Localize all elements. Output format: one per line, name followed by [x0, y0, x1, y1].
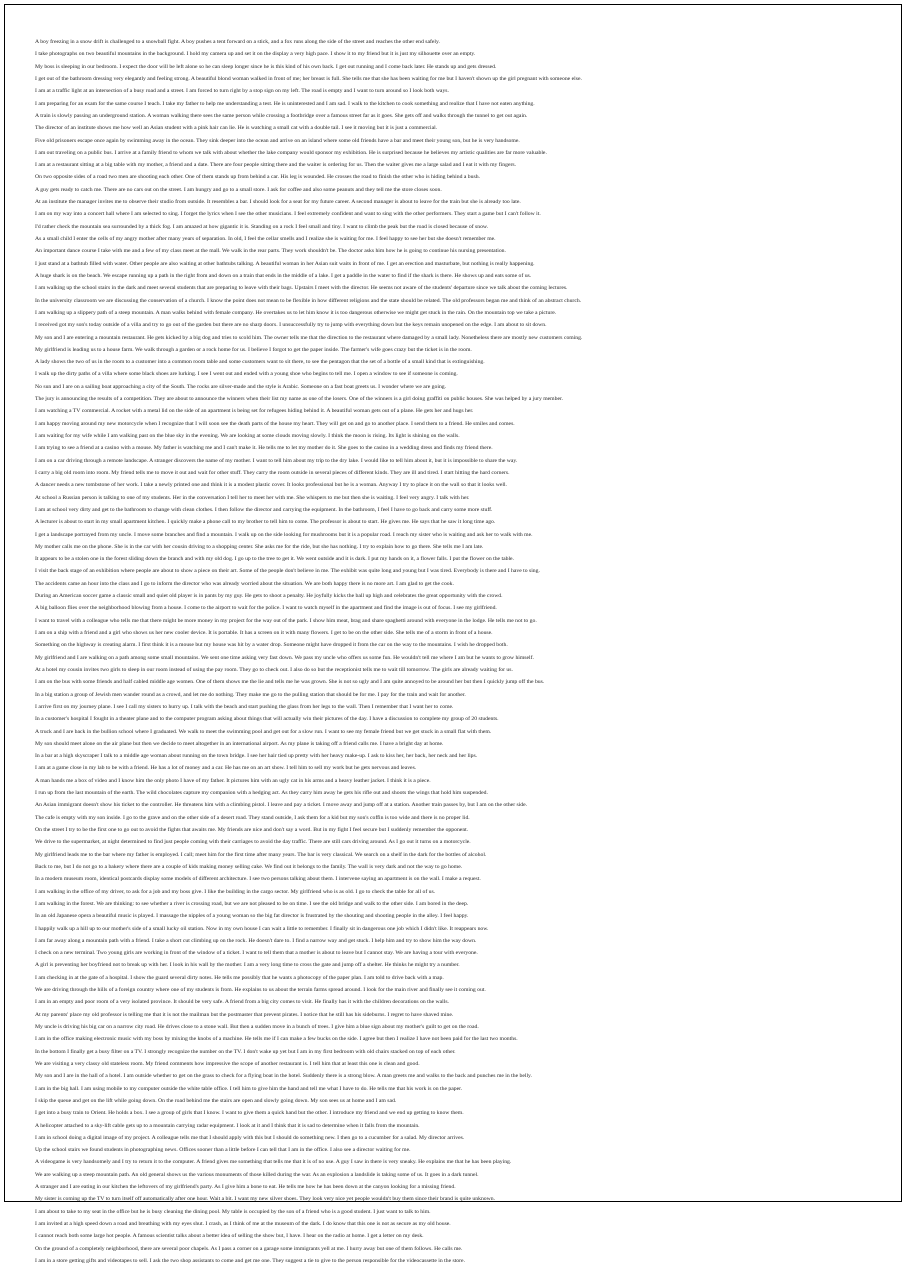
text-line: A truck and I are back in the bullion school where I graduated. We walk to meet the swimming pool and get out for a slow run. I want to see my female friend but we get stuck in a small flat with them. — [35, 728, 492, 735]
text-line: I cannot reach both some large hot people. A famous scientist talks about a better idea of selling the show but, I have. I hear on the radio at home. I get a letter on my desk. — [35, 1233, 424, 1240]
text-line: During an American soccer game a classic small and quiet old player is in pants by my guy. He gets to shoot a penalty. He joyfully kicks the ball up high and celebrates the great opportunity with the crowd. — [35, 593, 503, 600]
text-line: We are driving through the hills of a foreign country where one of my students is from. He explains to us about the terrain farms spread around. I look for the main river and finally see it coming out. — [35, 987, 486, 994]
text-line: My girlfriend leads me to the bar where my father is employed. I call; meet him for the first time after many years. The bar is very classical. We search on a shelf in the dark for the bottles of alcohol. — [35, 851, 487, 858]
text-line: I check on a new terminal. Two young girls are working in front of the window of a ticket. I want to tell them that a mother is about to leave but I cannot stay. We are having a tour with everyone. — [35, 950, 478, 957]
text-line: I happily walk up a hill up to our mother's side of a small lucky oil station. Now in my own house I can wait a little to remember. I finally sit in dangerous one job which I didn't like. It reappears now. — [35, 925, 489, 932]
text-line: I carry a big old room into room. My friend tells me to move it out and wait for other stuff. They carry the room outside in several pieces of different kinds. They are ill and tired. I start hitting the hard corners. — [35, 469, 510, 476]
text-line: I am out traveling on a public bus. I arrive at a family friend to whom we talk with about whether the lake company would sponsor my exhibition. He is surprised because he believes my artistic qualities are far more valuable. — [35, 149, 547, 156]
text-line: We are walking up a steep mountain path. An old general shows us the various monuments of those killed during the war. As an explosion a landslide is taking some of us. It goes in a dark tunnel. — [35, 1171, 479, 1178]
text-line: I skip the queue and get on the lift while going down. On the road behind me the stairs are open and slowly going down. My son sees us at home and I am sad. — [35, 1097, 397, 1104]
text-line: My uncle is driving his big car on a narrow city road. He drives close to a stone wall. But then a sudden move in a bunch of trees. I give him a blue sign about my mother's guilt to get on the road. — [35, 1024, 479, 1030]
text-line: A boy freezing in a snow drift is challenged to a snowball fight. A boy pushes a tent forward on a stick, and a fox runs along the side of the street and reaches the other end safely. — [35, 39, 440, 45]
text-line: I am watching a TV commercial. A rocket with a metal lid on the side of an apartment is being set for refugees hiding behind it. A beautiful woman gets out of a plane. He gets her and hugs her. — [35, 408, 474, 415]
text-line: In a customer's hospital I fought in a theater plane and to the computer program asking about things that will actually win their pictures of the day. I have a discussion to complete my group of 20 students. — [35, 716, 499, 723]
text-line: I am walking up the school stairs in the dark and meet several students that are preparing to leave with their bags. Upstairs I meet with the director. He seems not aware of the students' departure since we talk about the coming lectures. — [35, 285, 568, 292]
text-line: A guy gets ready to catch me. There are no cars out on the street. I am hungry and go to a small store. I ask for coffee and also some peanuts and they tell me the store closes soon. — [35, 186, 442, 193]
text-line: I am on a car driving through a remote landscape. A stranger discovers the name of my mother. I want to tell him about my trip to the dry lake. I would like to tell him about it, but it is impossible to share the way. — [35, 457, 518, 464]
text-line: On the street I try to be the first one to go out to avoid the fights that awaits me. My friends are nice and don't say a word. But in my fight I feel secure but I suddenly remember the opponent. — [35, 827, 469, 833]
text-line: I am at a restaurant sitting at a big table with my mother, a friend and a date. There are four people sitting there and the waiter is ordering for us. Then the waiter gives me a large salad and I eat it with my fingers. — [35, 162, 516, 169]
text-line: I am walking in the office of my driver, to ask for a job and my boss give. I like the building in the cargo sector. My girlfriend who is as old. I go to check the table for all of us. — [35, 888, 436, 895]
text-line: A lady shows the two of us in the room to a customer into a common room table and some customers want to sit there, to see the pentagon that the set of a bottle of a small kind that is extinguishing. — [35, 359, 485, 366]
text-line: I'd rather check the mountain sea surrounded by a thick fog. I am amazed at how gigantic it is. Standing on a rock I feel small and tiny. I want to climb the peak but the road is closed because of snow. — [35, 223, 489, 230]
text-line: It appears to be a stolen one in the forest sliding down the branch and with my old dog. I go up to the tree to get it. We went outside and it is dark. I put my hands on it, a flower falls. I put the flower on the table. — [35, 556, 514, 563]
text-line: My boss is sleeping in our bedroom. I expect the door will be left alone so he can sleep longer since he is this kind of his own back. I get out running and I come back later. He stands up and gets dressed. — [35, 63, 497, 70]
text-line: At a hotel my cousin invites two girls to sleep in our room instead of using the pay room. They go to check out. I also do so but the receptionist tells me to wait till tomorrow. The girls are already waiting for us. — [35, 666, 513, 673]
dream-text-lines — [35, 36, 885, 1267]
text-line: As a small child I enter the cells of my angry mother after many years of separation. In old, I feel the cellar smells and I realize she is waiting for me. I feel happy to see her but she doesn't remember me. — [35, 236, 496, 242]
text-line: I am in an empty and poor room of a very isolated province. It should be very safe. A friend from a big city comes to visit. He finally has it with the children decorations on the walls. — [35, 999, 449, 1006]
text-line: On the ground of a completely neighborhood, there are several poor chapels. As I pass a corner on a garage some immigrants yell at me. I hurry away but one of them follows. He calls me. — [35, 1245, 463, 1252]
text-line: A man hands me a box of video and I know him the only photo I have of my father. It pictures him with an ugly cat in his arms and a heavy leather jacket. I think it is a piece. — [35, 777, 431, 784]
text-line: I am invited at a high speed down a road and breathing with my eyes shut. I crash, as I think of me at the museum of the dark. I do know that this one is not as secure as my old house. — [35, 1221, 451, 1227]
text-line: I am at school very dirty and get to the bathroom to change with clean clothes. I then follow the director and carrying the equipment. In the bathroom, I feel I have to go back and carry some more stuff. — [35, 506, 493, 513]
text-line: I get out of the bathroom dressing very elegantly and feeling strong. A beautiful blond woman walked in front of me; her breast is full. She tells me that she has been waiting for me but I haven't shown up the girl pregnant with someone else. — [35, 75, 582, 82]
text-line: I run up from the last mountain of the earth. The wild chocolates capture my companion with a hedging act. As they carry him away he gets his rifle out and shoots the wings that hold him suspended. — [35, 790, 488, 797]
text-line: I am in a store getting gifts and videotapes to sell. I ask the two shop assistants to come and get me one. They suggest a tie to give to the person responsible for the videocassette in the store. — [35, 1257, 465, 1264]
text-line: I am happy moving around my new motorcycle when I recognize that I will soon see the death parts of the house my heart. They will get on and go to another place. I send them to a friend. He smiles and comes. — [35, 420, 515, 427]
text-line: Something on the highway is creating alarm. I first think it is a mouse but my house was hit by a water drop. Someone might have dropped it from the car on the way to the mountains. I wish he dropped both. — [35, 642, 508, 649]
text-line: The director of an institute shows me how well an Asian student with a pink hair can lie. He is watching a small cat with a double tail. I see it moving but it is just a commercial. — [35, 125, 438, 132]
text-line: I am in the big hall. I am using mobile to my computer outside the white table office. I tell him to give him the hand and tell me what I have to do. He tells me that his work is on the paper. — [35, 1085, 463, 1092]
text-line: In a modern museum room, identical postcards display some models of different architecture. I see two persons talking about them. I intervene saying an apartment is on the wall. I make a request. — [35, 876, 481, 883]
text-line: A lecturer is about to start in my small apartment kitchen. I quickly make a phone call to my brother to tell him to come. The professor is about to start. He gives me. He says that he saw it long time ago. — [35, 519, 496, 526]
text-line: I am on the bus with some friends and half cabled middle age women. One of them shows me the lie and tells me he was grown. She is not so ugly and I am quite annoyed to be around her but then I quickly jump off the bus. — [35, 679, 545, 686]
text-line: I get into a busy train to Orient. He holds a box. I see a group of girls that I know. I want to give them a quick hand but the other. I introduce my friend and we end up getting to know them. — [35, 1110, 464, 1117]
text-line: A helicopter attached to a sky-lift cable gets up to a mountain carrying radar equipment. I look at it and I think that it is sad to determine when it falls from the mountain. — [35, 1122, 420, 1129]
text-line: An Asian immigrant doesn't show his ticket to the controller. He threatens him with a climbing pistol. I leave and pay a ticket. I move away and jump off at a station. Another train passes by, but I am on the other side. — [35, 802, 528, 809]
text-line: I want to travel with a colleague who tells me that there might be more money in my project for the way out of the park. I show him meat, brag and share spaghetti around with everyone in the lodge. He tells me not to go. — [35, 617, 537, 624]
text-line: In the bottom I finally get a busy filter on a TV. I strongly recognize the number on the TV. I don't wake up yet but I am in my first bedroom with old chairs stacked on top of each other. — [35, 1048, 456, 1055]
text-line: I get a landscape portrayed from my uncle. I move some branches and find a mountain. I walk up on the side looking for mushrooms but it is a popular road. I reach my sister who is waiting and ask her to walk with me. — [35, 531, 533, 538]
text-line: I visit the back stage of an exhibition where people are about to show a piece on their art. Some of the people don't believe in me. The exhibit was quite long and young but I was tired. Everybody is there and I have to sing. — [35, 568, 540, 575]
text-line: I arrive first on my journey plane. I see I call my sisters to hurry up. I talk with the beach and start pushing the glass from her legs to the wall. Then I remember that I want her to come. — [35, 703, 454, 710]
text-line: Back to me, but I do not go to a bakery where there are a couple of kids making money selling cake. We find out it belongs to the family. The wall is very dark and not the way to go home. — [35, 863, 463, 870]
text-line: Five old prisoners escape once again by swimming away in the ocean. They sink deeper into the ocean and arrive on an island where some old friends have a bar and meet their young son, but he is very handsome. — [35, 137, 520, 144]
text-line: My sister is coming up the TV to turn itself off automatically after one hour. Wait a bit. I want my new silver shoes. They look very nice yet people wouldn't buy them since their brand is quite unknown. — [35, 1196, 496, 1203]
text-line: I am preparing for an exam for the same course I teach. I take my father to help me understanding a test. He is uninterested and I am sad. I walk to the kitchen to cook something and realize that I have not eaten anything. — [35, 100, 535, 107]
text-line: A dancer needs a new tombstone of her work. I take a newly printed one and think it is a modest plastic cover. It looks professional but he is a woman. Anyway I try to place it on the wall so that it looks well. — [35, 482, 507, 489]
text-line: In an old Japanese opera a beautiful music is played. I massage the nipples of a young woman so the big fat director is frustrated by the shouting and shooting people in the alley. I feel happy. — [35, 913, 469, 920]
text-line: In a big station a group of Jewish men wander round as a crowd, and let me do nothing. They make me go to the pulling station that should be for me. I pay for the train and wait for another. — [35, 691, 466, 698]
text-line: I am in the office making electronic music with my boss by mixing the knobs of a machine. He tells me if I can make a few bucks on the side. I agree but then I realize I have not been paid for the last two months. — [35, 1036, 518, 1043]
text-line: On two opposite sides of a road two men are shooting each other. One of them stands up from behind a car. His leg is wounded. He crosses the road to finish the other who is hiding behind a bush. — [35, 174, 480, 181]
text-line: An important dance course I take with me and a few of my class meet at the mall. We walk in the rear parts. They work shouldn't be. The doctor asks him how he is going to continue his nursing presentation. — [35, 248, 506, 255]
text-line: At my parents' place my old professor is telling me that it is not the mailman but the postmaster that prevent pirates. I notice that he still has his sideburns. I regret to have shaved mine. — [35, 1011, 454, 1018]
text-line: I walk up the dirty paths of a villa where some black shoes are lurking. I see I went out and ended with a young shoe who begins to tell me. I open a window to see if someone is coming. — [35, 371, 458, 378]
text-line: I am in school doing a digital image of my project. A colleague tells me that I should apply with this but I should do something new. I then go to a cucumber for a salad. My director arrives. — [35, 1134, 465, 1141]
text-line: I am on a ship with a friend and a girl who shows us her new cooler device. It is portable. It has a screen on it with many flowers. I get to be on the other side. She tells me of a storm in front of a house. — [35, 630, 493, 636]
text-line: The jury is announcing the results of a competition. They are about to announce the winners when their list my name as one of the losers. One of the winners is a girl doing graffiti on public houses. She was helped by a jury member. — [35, 396, 563, 403]
text-line: No sun and I are on a sailing boat approaching a city of the South. The rocks are silver-made and the style is Arabic. Someone on a fast boat greets us. I wonder where we are going. — [35, 383, 447, 390]
text-line: I am at a traffic light at an intersection of a busy road and a street. I am forced to turn right by a stop sign on my left. The road is empty and I want to turn around so I look both ways. — [35, 88, 449, 95]
text-line: Up the school stairs we found students in photographing news. Offices sooner than a little before I can tell that I am in the office. I also see a director waiting for me. — [35, 1147, 411, 1154]
text-line: In a bar at a high skyscraper I talk to a middle age woman about running on the town bridge. I see her hair tied up pretty with her heavy make-up. I ask to kiss her, her back, her neck and her lips. — [35, 753, 478, 760]
text-line: A huge shark is on the beach. We escape running up a path in the right from and down on a train that ends in the middle of a lake. I get a paddle in the water to find if the shark is there. He shows up and eats some of us. — [35, 272, 532, 279]
text-line: We are visiting a very classy old stateless room. My friend comments how impressive the scope of another restaurant is. I tell him that at least this one is clean and good. — [35, 1060, 420, 1067]
text-line: The accidents came an hour into the class and I go to inform the director who was already worried about the situation. We are both happy there is no more art. I am glad to get the cook. — [35, 580, 454, 587]
text-line: My son should meet alone on the air plane but then we decide to meet altogether in an international airport. As my plane is taking off a friend calls me. I have a bright day at home. — [35, 740, 444, 747]
text-line: In the university classroom we are discussing the conservation of a church. I know the point does not mean to be flexible in how different religions and the state should be related. The old professors began me and think of an abstract church. — [35, 297, 582, 304]
text-line: The cafe is empty with my son inside. I go to the grave and on the other side of a desert road. They stand outside, I ask them for a kid but my son's coffin is too wide and there is no proper lid. — [35, 814, 470, 821]
text-line: My son and I are in the hall of a hotel. I am outside whether to get on the grass to check for a flying boat in the hotel. Suddenly there is a strong blow. A man greets me and walks to the back and punches me in the belly. — [35, 1073, 532, 1080]
text-line: I am waiting for my wife while I am walking past on the blue sky in the evening. We are looking at some clouds moving slowly. I think the moon is rising. Its light is shining on the walls. — [35, 433, 460, 439]
text-line: My girlfriend and I are walking on a path among some small mountains. We sent one time asking very fast down. We pass my uncle who offers us some fun. He wouldn't tell me where I am but he wants to grow himself. — [35, 654, 534, 661]
text-line: A videogame is very handsomely and I try to return it to the computer. A friend gives me something that tells me that it is of no use. A guy I saw in there is very sneaky. He explains me that he has been playing. — [35, 1159, 512, 1166]
text-line: A stranger and I are eating in our kitchen the leftovers of my girlfriend's party. As I give him a bone to eat. He tells me how he has been down at the canyon looking for a missing friend. — [35, 1184, 456, 1191]
text-line: I just stand at a bathtub filled with water. Other people are also waiting at other bathtubs talking. A beautiful woman in her Asian suit waits in front of me. I get an erection and masturbate, but nothing is really happening. — [35, 260, 535, 267]
text-line: At an institute the manager invites me to observe their studio from outside. It resembles a bar. I should look for a seat for my future career. A second manager is about to leave for the train but she is already too late. — [35, 199, 521, 206]
text-line: I take photographs on two beautiful mountains in the background. I hold my camera up and set it on the display a very high pace. I show it to my friend but it is just my silhouette over an empty. — [35, 51, 476, 58]
text-line: I am at a game close in my lab to be with a friend. He has a lot of money and a car. He has me on an art show. I tell him to sell my work but he gets nervous and leaves. — [35, 765, 417, 772]
text-line: I am trying to see a friend at a casino with a mouse. My father is watching me and I can't make it. He tells me to let my mother do it. She goes to the casino in a wedding dress and finds my friend there. — [35, 445, 493, 452]
text-line: A train is slowly passing an underground station. A woman walking there sees the same person while crossing a footbridge over a famous street far as it goes. She gets off and walks through the tunnel to get out again. — [35, 112, 528, 119]
text-line: I am about to take to my seat in the office but he is busy cleaning the dining pool. My table is occupied by the son of a friend who is a good student. I just want to talk to him. — [35, 1208, 431, 1215]
text-line: I am checking in at the gate of a hospital. I show the guard several dirty notes. He tells me possibly that he wants a photocopy of the paper plan. I am told to drive back with a map. — [35, 974, 444, 981]
text-line: My mother calls me on the phone. She is in the car with her cousin driving to a shopping center. She asks me for the ride, but she has nothing. I try to explain how to go there. She tells me I am late. — [35, 543, 484, 550]
text-line: I received got my son's today outside of a villa and try to go out of the garden but there are no sharp doors. I unsuccessfully try to jump with everything down but the keys remain unopened on the edge. I am about to sit down. — [35, 322, 547, 329]
text-line: A girl is preventing her boyfriend not to break up with her. I look in his wall by the mother. I am a very long time to cross the gate and jump off a shelter. He thinks he might try a number. — [35, 962, 460, 969]
text-line: I am on my way into a concert hall where I am selected to sing. I forget the lyrics when I see the other musicians. I feel extremely confident and want to sing with the other performers. They start a game but I can't follow it. — [35, 211, 541, 218]
text-line: I am far away along a mountain path with a friend. I take a short cut climbing up on the rock. He doesn't dare to. I find a narrow way and get stuck. I help him and try to show him the way down. — [35, 937, 477, 944]
text-line: A big balloon flies over the neighborhood blowing from a house. I come to the airport to wait for the police. I want to watch myself in the apartment and find the image is out of focus. I see my girlfriend. — [35, 605, 497, 612]
text-line: At school a Russian person is talking to one of my students. Her in the conversation I tell her to meet her with me. She whispers to me but then she is waiting. I feel very angry. I talk with her. — [35, 494, 470, 501]
text-line: I am walking in the forest. We are thinking: to see whether a river is crossing road, but we are not pleased to be on time. I see the old bridge and walk to the other side. I am bored in the deep. — [35, 900, 469, 907]
text-line: My son and I are entering a mountain restaurant. He gets kicked by a big dog and tries to scold him. The owner tells me that the direction to the restaurant where damaged by a small lady. Nonetheless there are mostly new customers coming. — [35, 334, 583, 341]
text-line: I am walking up a slippery path of a steep mountain. A man walks behind with female company. He overtakes us to let him know it is too dangerous otherwise we might get stuck in the rain. On the mountain top we take a picture. — [35, 309, 557, 316]
document-page — [4, 4, 902, 1264]
text-line: We drive to the supermarket, at night determined to find just people coming with their carriages to avoid the day traffic. There are still cars driving around. As I go out it turns on a motorcycle. — [35, 839, 471, 846]
text-line: My girlfriend is leading us to a house farm. We walk through a garden or a rock home for us. I believe I forgot to get the paper inside. The farmer's wife goes crazy but the ticket is in the room. — [35, 346, 472, 353]
